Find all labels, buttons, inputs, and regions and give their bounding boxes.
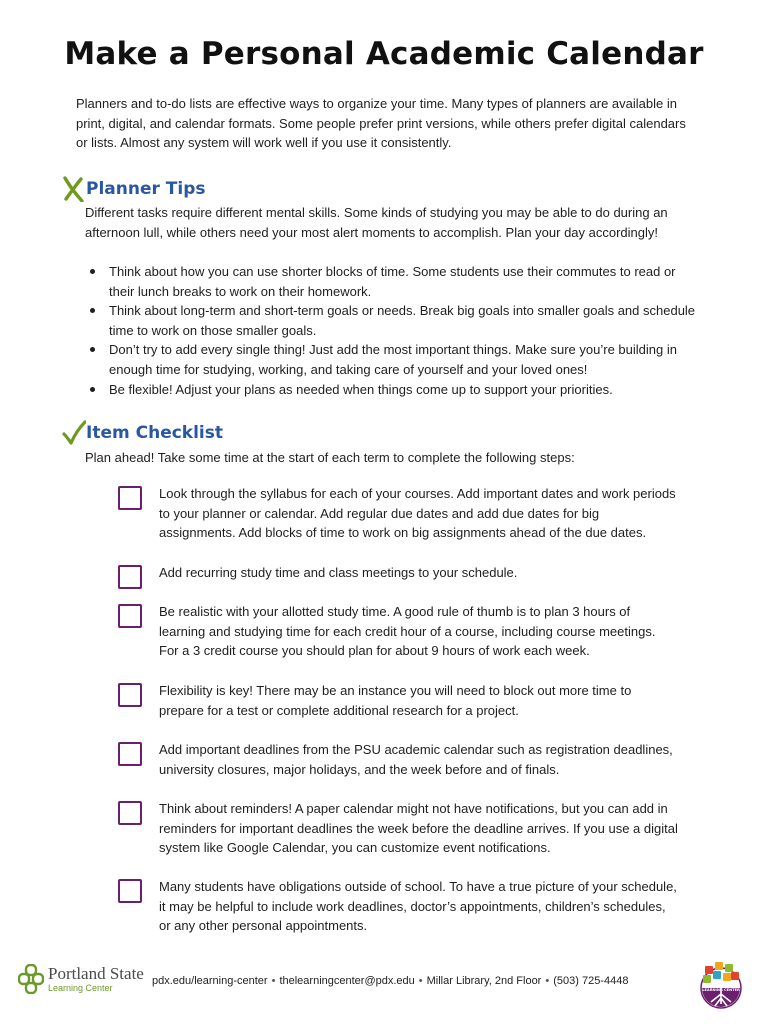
checklist-text: Add important deadlines from the PSU academic calendar such as registration deadlines, university closures, major holidays, and the week before and of finals. — [159, 742, 673, 777]
list-item: Be flexible! Adjust your plans as needed when things come up to support your priorities. — [85, 380, 700, 400]
item-checklist-label: Item Checklist — [86, 423, 224, 443]
checklist-item-deadlines — [118, 740, 678, 779]
psu-knot-icon — [18, 964, 44, 994]
planner-tips-list — [85, 262, 700, 399]
checklist-text: Flexibility is key! There may be an instance you will need to block out more time to prepare for a test or complete additional research for a project. — [159, 683, 632, 718]
checklist-item-reminders — [118, 799, 678, 858]
tree-logo-text: LEARNING CENTER — [702, 988, 740, 992]
checkmark-icon — [62, 420, 86, 446]
checkbox[interactable] — [118, 565, 142, 589]
email-link[interactable]: thelearningcenter@pdx.edu — [279, 975, 415, 987]
checkbox[interactable] — [118, 801, 142, 825]
logo-name: Portland State — [48, 964, 144, 983]
footer — [0, 958, 768, 1008]
list-item: Think about long-term and short-term goals or needs. Break big goals into smaller goals and schedule time to work on those smaller goals. — [85, 301, 700, 340]
separator: • — [418, 975, 423, 987]
phone-text: (503) 725-4448 — [553, 975, 629, 987]
item-checklist-heading — [62, 420, 223, 446]
checkbox[interactable] — [118, 604, 142, 628]
planner-tips-label: Planner Tips — [86, 179, 206, 199]
checklist-text: Many students have obligations outside of school. To have a true picture of your schedule, it may be helpful to include work deadlines, doctor’s appointments, children’s schedules, or any other personal appointments. — [159, 879, 677, 934]
planner-tips-heading — [62, 176, 206, 202]
list-item: Don’t try to add every single thing! Just add the most important things. Make sure you’re building in enough time for studying, working, and taking care of yourself and your loved ones! — [85, 340, 700, 379]
separator: • — [545, 975, 550, 987]
learning-center-tree-logo — [695, 958, 747, 1010]
website-link[interactable]: pdx.edu/learning-center — [152, 975, 268, 987]
checklist-item-obligations — [118, 877, 678, 936]
page-title: Make a Personal Academic Calendar — [64, 36, 704, 72]
checklist-text: Look through the syllabus for each of your courses. Add important dates and work periods to your planner or calendar. Add regular due dates and add due dates for big assignments. Add blocks of time to work on big assignments ahead of the due dates. — [159, 486, 676, 541]
checklist-item-recurring — [118, 563, 678, 589]
checkbox[interactable] — [118, 683, 142, 707]
checkbox[interactable] — [118, 879, 142, 903]
checklist-text: Think about reminders! A paper calendar might not have notifications, but you can add in reminders for important deadlines the week before the deadline arrives. If you use a digital system like Google Calendar, you can customize event notifications. — [159, 801, 678, 856]
checkbox[interactable] — [118, 486, 142, 510]
checkbox[interactable] — [118, 742, 142, 766]
separator: • — [271, 975, 276, 987]
intro-paragraph: Planners and to-do lists are effective ways to organize your time. Many types of planners are available in print, digital, and calendar formats. Some people prefer print versions, while others prefer digital calendars or lists. Almost any system will work well if you use it consistently. — [76, 96, 686, 151]
logo-sub: Learning Center — [48, 983, 113, 993]
checklist-text: Add recurring study time and class meetings to your schedule. — [159, 565, 518, 580]
checklist-item-syllabus — [118, 484, 678, 543]
item-checklist-text: Plan ahead! Take some time at the start of each term to complete the following steps: — [85, 450, 575, 465]
portland-state-logo — [18, 964, 144, 994]
checklist-item-flexibility — [118, 681, 678, 720]
checklist-text: Be realistic with your allotted study time. A good rule of thumb is to plan 3 hours of learning and studying time for each credit hour of a course, including course meetings. For a 3 credit course you should plan for about 9 hours of work each week. — [159, 604, 656, 659]
list-item: Think about how you can use shorter blocks of time. Some students use their commutes to read or their lunch breaks to work on their homework. — [85, 262, 700, 301]
location-text: Millar Library, 2nd Floor — [426, 975, 542, 987]
footer-contact — [152, 975, 628, 987]
x-mark-icon — [62, 176, 86, 202]
planner-tips-text: Different tasks require different mental skills. Some kinds of studying you may be able to do during an afternoon lull, while others need your most alert moments to accomplish. Plan your day accordingly! — [85, 205, 668, 240]
checklist-item-realistic — [118, 602, 678, 661]
